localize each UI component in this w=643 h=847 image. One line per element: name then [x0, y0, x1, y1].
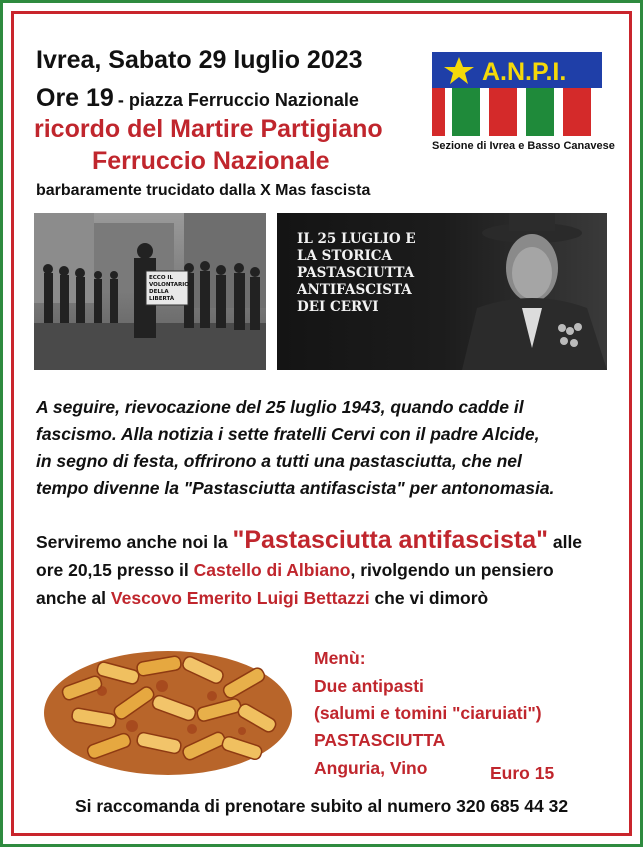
- bishop-highlight: Vescovo Emerito Luigi Bettazzi: [110, 588, 370, 608]
- cervi-photo-title: IL 25 LUGLIO E LA STORICA PASTASCIUTTA ANTIFASCISTA DEI CERVI: [297, 231, 416, 315]
- event-date: Ivrea, Sabato 29 luglio 2023: [36, 46, 363, 74]
- logo-text: A.N.P.I.: [482, 58, 567, 86]
- serving-line-3: anche al Vescovo Emerito Luigi Bettazzi che vi dimorò: [36, 588, 489, 608]
- menu-item: PASTASCIUTTA: [314, 730, 446, 750]
- menu-title: Menù:: [314, 648, 366, 668]
- story-line-1: A seguire, rievocazione del 25 luglio 1943, quando cadde il: [36, 397, 524, 417]
- menu-item: (salumi e tomini "ciaruiati"): [314, 703, 542, 723]
- svg-text:DELLA: DELLA: [149, 289, 169, 295]
- pastasciutta-highlight: "Pastasciutta antifascista": [232, 526, 548, 554]
- pasta-dish-image: [42, 641, 294, 779]
- story-line-2: fascismo. Alla notizia i sette fratelli Cervi con il padre Alcide,: [36, 424, 540, 444]
- remembrance-title-line1: ricordo del Martire Partigiano: [34, 115, 383, 143]
- svg-text:ECCO IL: ECCO IL: [149, 275, 173, 281]
- remembrance-subtitle: barbaramente trucidato dalla X Mas fascista: [36, 182, 371, 199]
- serving-line-1: Serviremo anche noi la "Pastasciutta antifascista" alle: [36, 526, 583, 554]
- menu-item: Anguria, Vino: [314, 758, 428, 778]
- event-time: Ore 19: [36, 84, 114, 112]
- booking-phone-note: Si raccomanda di prenotare subito al numero 320 685 44 32: [74, 796, 569, 816]
- svg-text:VOLONTARIO: VOLONTARIO: [149, 282, 189, 288]
- remembrance-title-line2: Ferruccio Nazionale: [92, 147, 330, 175]
- serving-line-2: ore 20,15 presso il Castello di Albiano, rivolgendo un pensiero: [36, 560, 554, 580]
- cervi-pastasciutta-photo: [277, 213, 607, 370]
- story-line-3: in segno di festa, offrirono a tutti una pastasciutta, che nel: [36, 451, 522, 471]
- story-line-4: tempo divenne la "Pastasciutta antifascista" per antonomasia.: [36, 478, 555, 498]
- venue-highlight: Castello di Albiano: [193, 560, 351, 580]
- event-time-place: [36, 84, 359, 113]
- anpi-section-caption: Sezione di Ivrea e Basso Canavese: [432, 140, 615, 152]
- event-place: - piazza Ferruccio Nazionale: [117, 90, 359, 110]
- menu-price: Euro 15: [490, 763, 555, 783]
- historical-photo-execution: [34, 213, 266, 370]
- svg-text:LIBERTÀ: LIBERTÀ: [149, 296, 175, 302]
- menu-item: Due antipasti: [314, 676, 424, 696]
- anpi-logo: [432, 52, 602, 136]
